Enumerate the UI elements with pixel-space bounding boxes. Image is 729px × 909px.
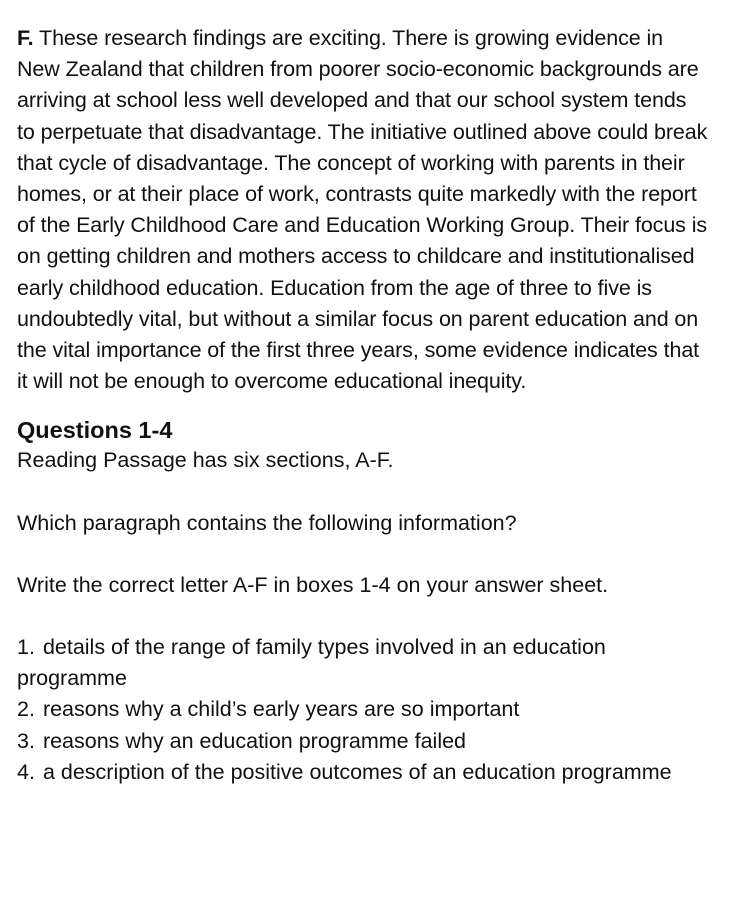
question-item-3 <box>17 726 709 757</box>
question-text: reasons why an education programme failed <box>42 728 467 753</box>
question-item-1 <box>17 632 709 694</box>
question-number: 2. <box>17 697 35 722</box>
passage-section-f <box>17 23 709 397</box>
section-letter: F. <box>17 26 34 50</box>
question-text: details of the range of family types involved in an education programme <box>17 635 606 691</box>
question-list <box>17 632 709 788</box>
questions-prompt: Which paragraph contains the following information? <box>17 510 517 535</box>
questions-heading: Questions 1-4 <box>17 417 173 444</box>
question-text: reasons why a child’s early years are so important <box>42 697 520 722</box>
section-paragraph: These research findings are exciting. There is growing evidence in New Zealand that children from poorer socio-economic backgrounds are arriving at school less well developed and that our school system tends to perpetuate that disadvantage. The initiative outlined above could break that cycle of disadvantage. The concept of working with parents in their homes, or at their place of work, contrasts quite markedly with the report of the Early Childhood Care and Education Working Group. Their focus is on getting children and mothers access to childcare and institutionalised early childhood education. Education from the age of three to five is undoubtedly vital, but without a similar focus on parent education and on the vital importance of the first three years, some evidence indicates that it will not be enough to overcome educational inequity. <box>17 26 708 394</box>
question-number: 1. <box>17 635 35 660</box>
question-item-4 <box>17 757 709 788</box>
question-text: a description of the positive outcomes of an education programme <box>42 759 672 784</box>
questions-intro: Reading Passage has six sections, A-F. <box>17 448 394 473</box>
question-number: 4. <box>17 759 35 784</box>
question-item-2 <box>17 694 709 725</box>
question-number: 3. <box>17 728 35 753</box>
questions-instruction: Write the correct letter A-F in boxes 1-4 on your answer sheet. <box>17 572 609 597</box>
